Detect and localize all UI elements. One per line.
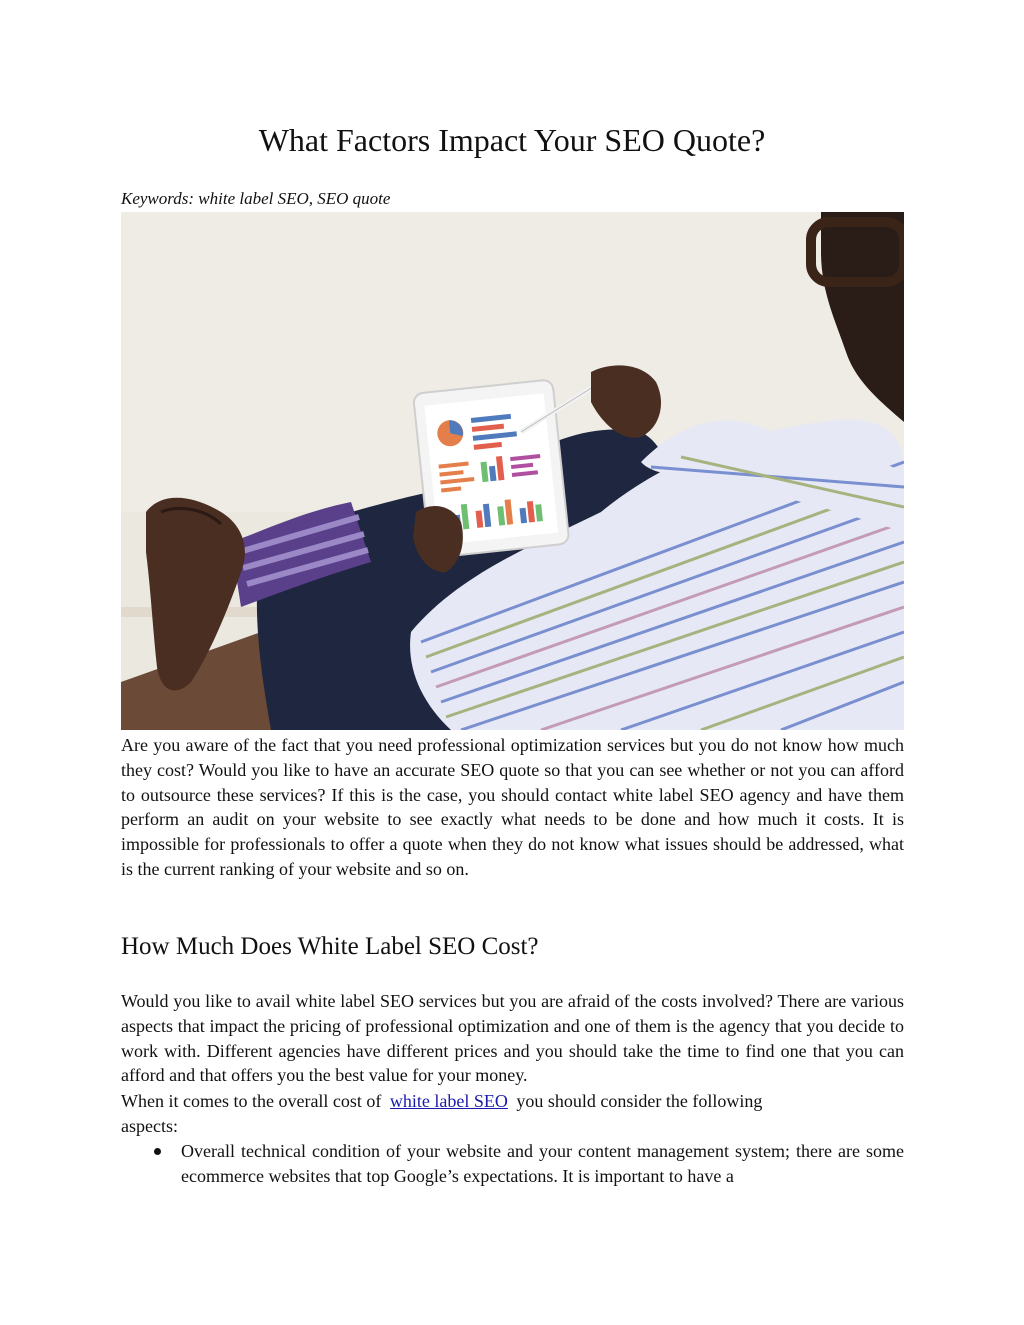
- keywords-line: Keywords: white label SEO, SEO quote: [121, 189, 391, 208]
- bullet-icon: [154, 1148, 161, 1155]
- cost-line-continuation: aspects:: [121, 1116, 178, 1136]
- aspects-list: [121, 1139, 904, 1189]
- section-paragraph: Would you like to avail white label SEO services but you are afraid of the costs involved? There are various aspects that impact the pricing of professional optimization and one of them is the agency that you decide to work with. Different agencies have different prices and you should take the time to find one that you can afford and that offers you the best value for your money.: [121, 991, 904, 1086]
- white-label-seo-link[interactable]: white label SEO: [389, 1091, 508, 1111]
- section-heading: How Much Does White Label SEO Cost?: [121, 933, 539, 960]
- cost-line: [121, 1089, 762, 1114]
- tablet-analytics-photo: [121, 212, 904, 730]
- cost-line-after: you should consider the following: [516, 1091, 763, 1111]
- list-item-text: Overall technical condition of your website and your content management system; there are some ecommerce websites that top Google’s expectations. It is important to have a: [181, 1141, 904, 1186]
- intro-paragraph: Are you aware of the fact that you need professional optimization services but you do not know how much they cost? Would you like to have an accurate SEO quote so that you can see whether or not you can afford to outsource these services? If this is the case, you should contact white label SEO agency and have them perform an audit on your website to see exactly what needs to be done and how much it costs. It is impossible for professionals to offer a quote when they do not know what issues should be addressed, what is the current ranking of your website and so on.: [121, 735, 904, 879]
- page-title: What Factors Impact Your SEO Quote?: [258, 122, 766, 158]
- list-item: [121, 1139, 904, 1189]
- cost-line-before: When it comes to the overall cost of: [121, 1091, 382, 1111]
